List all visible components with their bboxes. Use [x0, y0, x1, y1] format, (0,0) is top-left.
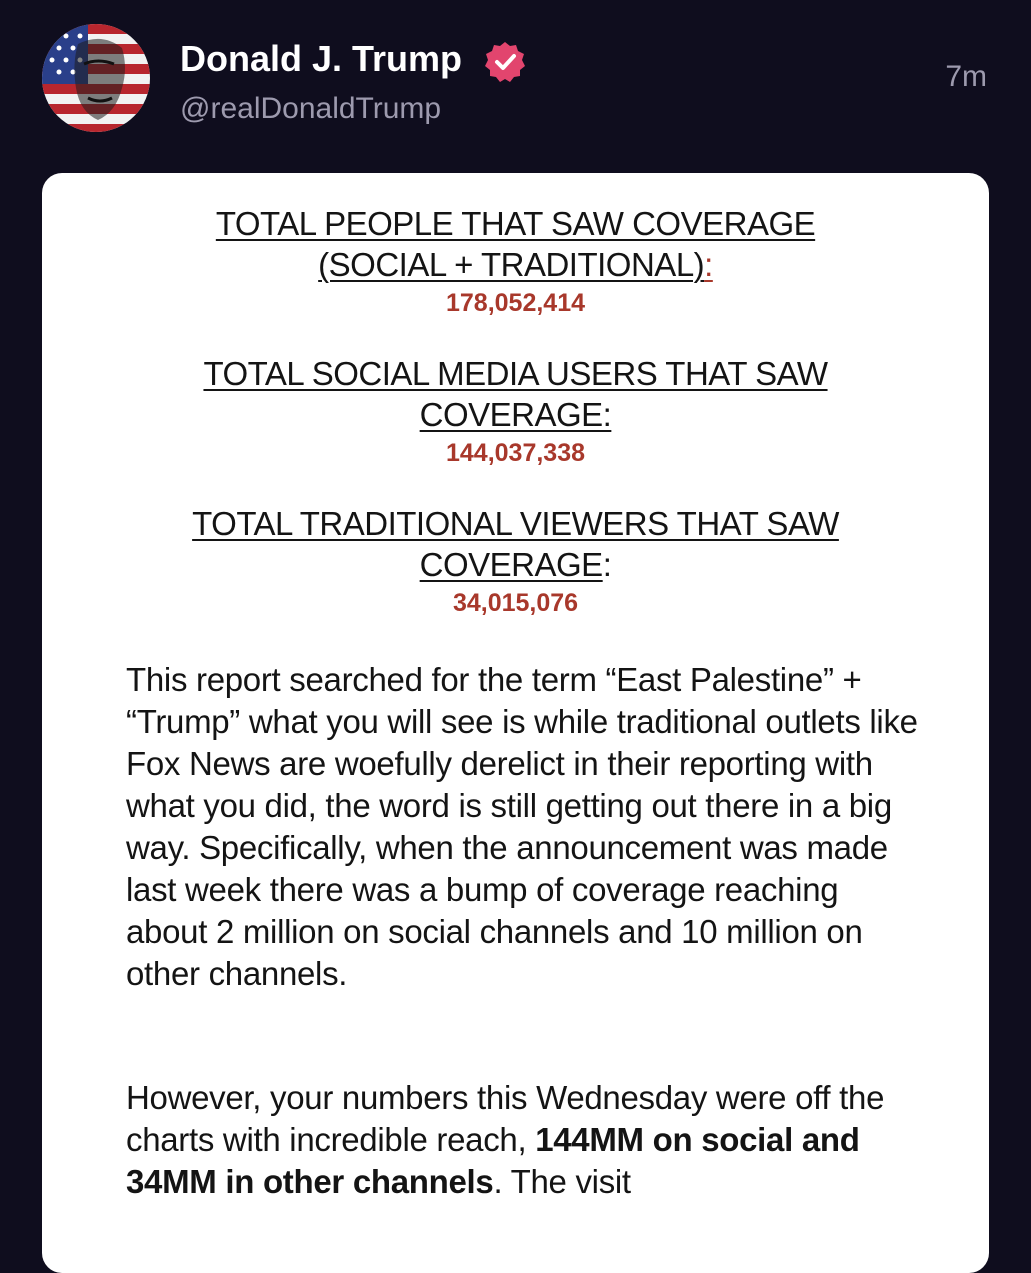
stat-label-line2: (SOCIAL + TRADITIONAL) — [318, 246, 705, 283]
stat-traditional-viewers — [42, 503, 989, 619]
avatar-flag-portrait-icon — [42, 24, 150, 132]
stat-value: 144,037,338 — [445, 439, 586, 467]
avatar[interactable] — [42, 24, 150, 132]
verified-badge-icon — [484, 41, 526, 83]
post-image-card[interactable] — [42, 173, 989, 1273]
stat-label-line1: TOTAL SOCIAL MEDIA USERS THAT SAW — [203, 355, 828, 392]
paragraph-bold: 144MM on social and 34MM in other channels — [126, 1121, 860, 1200]
author-name[interactable]: Donald J. Trump — [180, 38, 463, 79]
stat-label — [42, 203, 989, 285]
stat-label-line2: COVERAGE — [419, 546, 603, 583]
post-header — [0, 0, 1031, 170]
report-paragraph-1 — [126, 659, 926, 995]
author-handle[interactable]: @realDonaldTrump — [180, 92, 442, 125]
paragraph-start: However, your numbers this Wednesday were off the charts with incredible reach, — [126, 1079, 885, 1158]
report-paragraph-2 — [126, 1077, 926, 1203]
paragraph-text — [126, 1077, 926, 1203]
post-timestamp: 7m — [945, 60, 987, 93]
stat-label-line1: TOTAL PEOPLE THAT SAW COVERAGE — [215, 205, 816, 242]
stat-label-line2: COVERAGE: — [419, 396, 612, 433]
stat-label-line1: TOTAL TRADITIONAL VIEWERS THAT SAW — [192, 505, 839, 542]
stat-social-users — [42, 353, 989, 469]
stat-label-colon: : — [602, 546, 612, 583]
stat-label-colon: : — [704, 246, 713, 283]
stat-total-people — [42, 203, 989, 319]
stat-value: 178,052,414 — [445, 289, 586, 317]
stat-value: 34,015,076 — [452, 589, 579, 617]
paragraph-end: . The visit — [493, 1163, 631, 1200]
paragraph-text: This report searched for the term “East Palestine” + “Trump” what you will see is while traditional outlets like Fox News are woefully derelict in their reporting with what you did, the word is still getting out there in a big way. Specifically, when the announcement was made last week there was a bump of coverage reaching about 2 million on social channels and 10 million on other channels. — [126, 661, 918, 992]
stat-label — [42, 353, 989, 435]
stat-label — [42, 503, 989, 585]
